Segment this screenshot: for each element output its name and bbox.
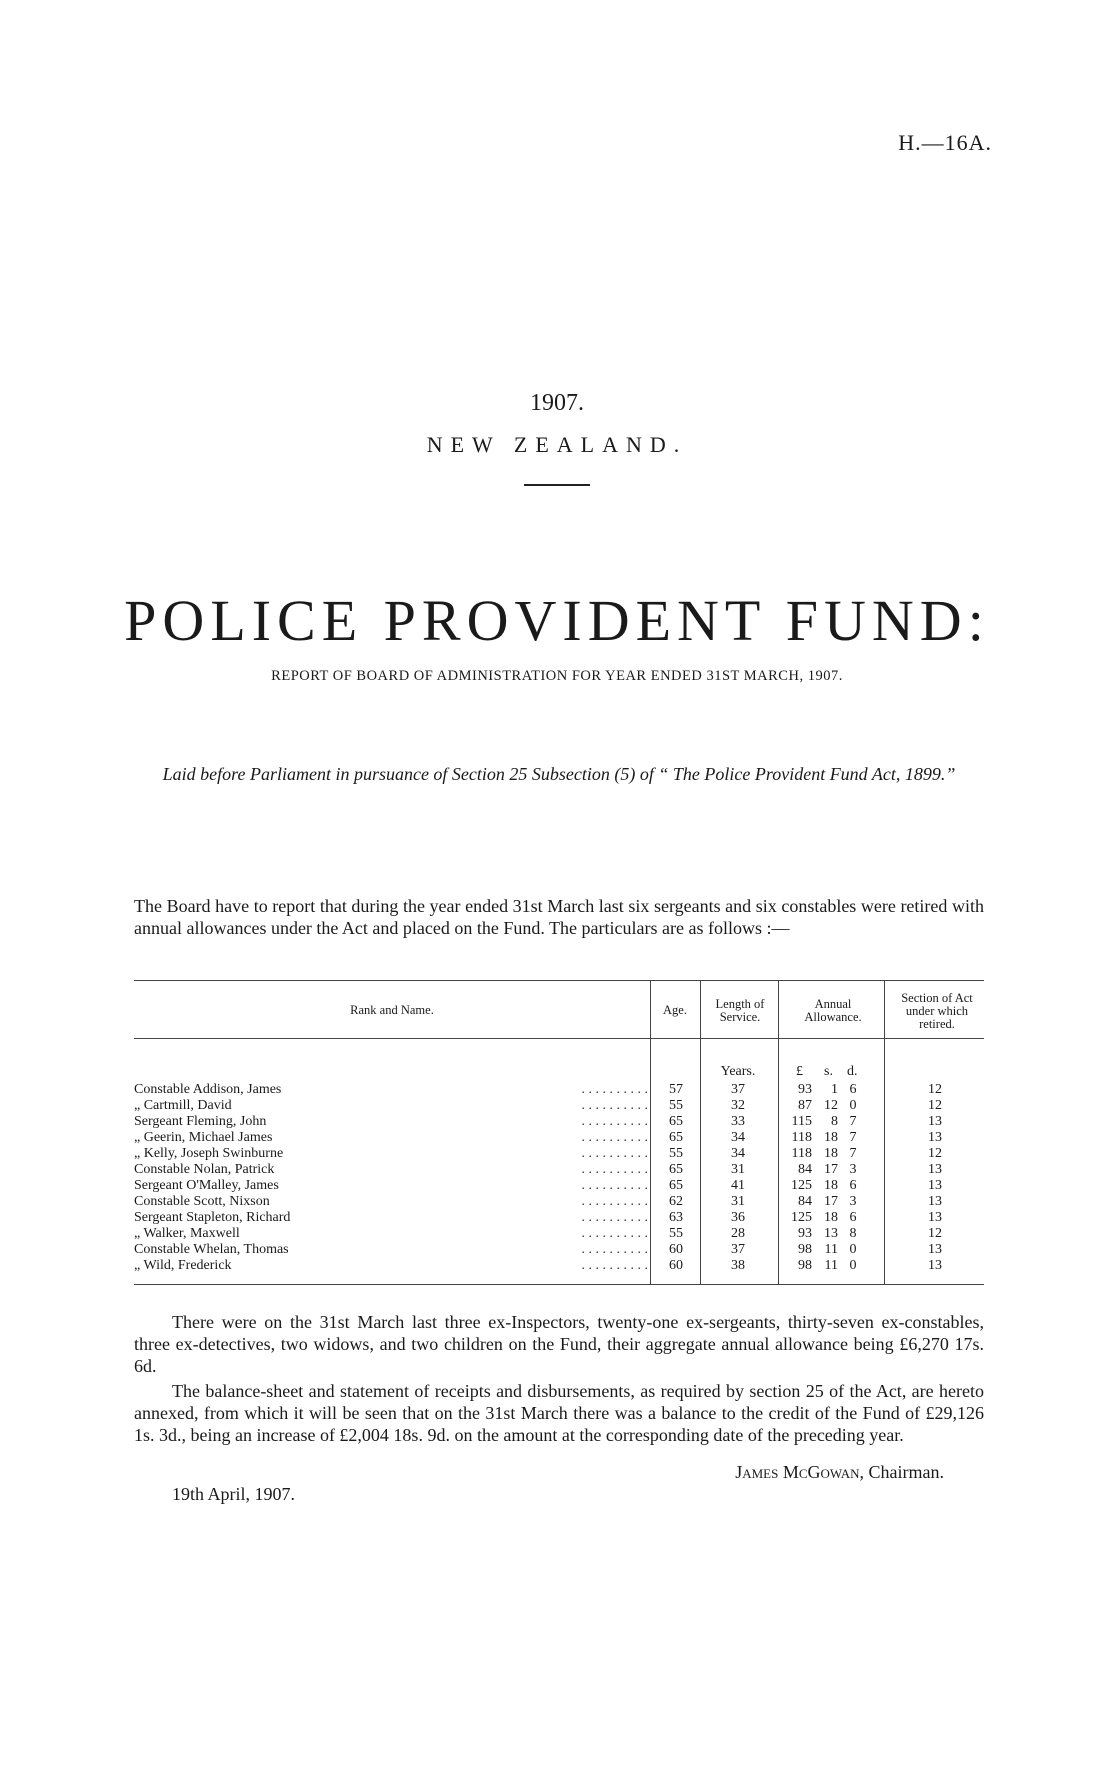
row-pounds: 87 [798, 1098, 812, 1113]
row-name: „ Cartmill, David [134, 1098, 232, 1113]
row-name: Constable Nolan, Patrick [134, 1162, 275, 1177]
row-section: 12 [928, 1226, 942, 1241]
retirement-table [134, 980, 984, 1290]
row-pounds: 125 [791, 1178, 812, 1193]
leader-dots: . . . . . . . . . . [581, 1226, 648, 1241]
row-pounds: 118 [791, 1130, 812, 1145]
table-top-rule [134, 980, 984, 981]
row-name: Sergeant O'Malley, James [134, 1178, 279, 1193]
header-length-of-service: Length of Service. [715, 997, 765, 1024]
row-section: 13 [928, 1114, 942, 1129]
table-row [134, 1082, 984, 1098]
row-name: „ Wild, Frederick [134, 1258, 232, 1273]
row-pounds: 98 [798, 1242, 812, 1257]
leader-dots: . . . . . . . . . . [581, 1114, 648, 1129]
row-service: 37 [731, 1082, 745, 1097]
fund-summary-paragraph: There were on the 31st March last three ex-Inspectors, twenty-one ex-sergeants, thirty-seven ex-constables, three ex-detectives, two widows, and two children on the Fund, their aggregate annual allowance being £6,270 17s. 6d. [134, 1312, 984, 1376]
row-pounds: 125 [791, 1210, 812, 1225]
row-age: 57 [669, 1082, 683, 1097]
row-shillings: 18 [824, 1178, 838, 1193]
row-age: 63 [669, 1210, 683, 1225]
header-annual-allowance: Annual Allowance. [804, 997, 862, 1024]
row-pence: 0 [849, 1242, 857, 1257]
row-name: Constable Addison, James [134, 1082, 282, 1097]
row-age: 60 [669, 1242, 683, 1257]
table-row [134, 1098, 984, 1114]
row-section: 13 [928, 1130, 942, 1145]
row-pence: 0 [849, 1258, 857, 1273]
row-pence: 3 [849, 1194, 857, 1209]
row-service: 38 [731, 1258, 745, 1273]
row-shillings: 11 [824, 1242, 838, 1257]
row-section: 12 [928, 1098, 942, 1113]
report-year: 1907. [530, 390, 584, 416]
row-pence: 6 [849, 1178, 857, 1193]
row-pounds: 84 [798, 1162, 812, 1177]
row-section: 12 [928, 1146, 942, 1161]
table-header-rule [134, 1038, 984, 1039]
row-name: Sergeant Stapleton, Richard [134, 1210, 291, 1225]
report-date: 19th April, 1907. [172, 1484, 296, 1504]
table-bottom-rule [134, 1284, 984, 1285]
row-pence: 3 [849, 1162, 857, 1177]
leader-dots: . . . . . . . . . . [581, 1258, 648, 1273]
row-shillings: 18 [824, 1146, 838, 1161]
header-section: Section of Act under which retired. [901, 991, 973, 1031]
row-service: 31 [731, 1162, 745, 1177]
row-shillings: 12 [824, 1098, 838, 1113]
row-age: 65 [669, 1162, 683, 1177]
table-row [134, 1194, 984, 1210]
intro-paragraph: The Board have to report that during the year ended 31st March last six sergeants and six constables were retired with annual allowances under the Act and placed on the Fund. The particulars are as follows :— [134, 896, 984, 938]
leader-dots: . . . . . . . . . . [581, 1098, 648, 1113]
row-pounds: 98 [798, 1258, 812, 1273]
row-section: 13 [928, 1194, 942, 1209]
row-name: „ Kelly, Joseph Swinburne [134, 1146, 284, 1161]
leader-dots: . . . . . . . . . . [581, 1162, 648, 1177]
signatory-title: Chairman. [868, 1462, 944, 1482]
row-service: 37 [731, 1242, 745, 1257]
row-pence: 7 [849, 1114, 857, 1129]
report-subtitle: REPORT OF BOARD OF ADMINISTRATION FOR YEAR ENDED 31ST MARCH, 1907. [271, 668, 843, 684]
row-age: 55 [669, 1226, 683, 1241]
row-name: Sergeant Fleming, John [134, 1114, 267, 1129]
leader-dots: . . . . . . . . . . [581, 1178, 648, 1193]
leader-dots: . . . . . . . . . . [581, 1130, 648, 1145]
units-pounds: £ [796, 1064, 803, 1079]
row-shillings: 17 [824, 1194, 838, 1209]
signature-line: James McGowan, Chairman. [735, 1462, 944, 1482]
row-shillings: 17 [824, 1162, 838, 1177]
row-age: 55 [669, 1146, 683, 1161]
row-service: 34 [731, 1130, 745, 1145]
row-service: 34 [731, 1146, 745, 1161]
row-pounds: 93 [798, 1082, 812, 1097]
row-pounds: 93 [798, 1226, 812, 1241]
header-age: Age. [663, 1003, 687, 1017]
row-age: 60 [669, 1258, 683, 1273]
row-service: 32 [731, 1098, 745, 1113]
row-age: 62 [669, 1194, 683, 1209]
row-pence: 8 [849, 1226, 857, 1241]
row-section: 12 [928, 1082, 942, 1097]
header-rank-name: Rank and Name. [350, 1003, 434, 1017]
row-pence: 0 [849, 1098, 857, 1113]
row-section: 13 [928, 1258, 942, 1273]
country-heading: NEW ZEALAND. [426, 432, 688, 457]
row-pounds: 84 [798, 1194, 812, 1209]
row-service: 41 [731, 1178, 745, 1193]
row-shillings: 11 [824, 1258, 838, 1273]
units-shillings: s. [824, 1064, 833, 1079]
leader-dots: . . . . . . . . . . [581, 1082, 648, 1097]
row-pence: 7 [849, 1130, 857, 1145]
short-rule [524, 484, 590, 486]
row-pounds: 118 [791, 1146, 812, 1161]
laid-before-statement: Laid before Parliament in pursuance of Section 25 Subsection (5) of “ The Police Provident Fund Act, 1899.” [162, 764, 956, 784]
row-shillings: 18 [824, 1210, 838, 1225]
paper-reference: H.—16A. [898, 130, 992, 155]
row-shillings: 1 [831, 1082, 838, 1097]
row-pence: 7 [849, 1146, 857, 1161]
table-row [134, 1242, 984, 1258]
page-title: POLICE PROVIDENT FUND: [124, 588, 990, 653]
row-service: 31 [731, 1194, 745, 1209]
table-row [134, 1210, 984, 1226]
table-row [134, 1114, 984, 1130]
row-section: 13 [928, 1242, 942, 1257]
row-service: 28 [731, 1226, 745, 1241]
row-name: Constable Whelan, Thomas [134, 1242, 289, 1257]
signatory-name: James McGowan [735, 1462, 860, 1482]
row-age: 55 [669, 1098, 683, 1113]
leader-dots: . . . . . . . . . . [581, 1210, 648, 1225]
table-row [134, 1258, 984, 1274]
row-section: 13 [928, 1162, 942, 1177]
row-service: 33 [731, 1114, 745, 1129]
row-shillings: 8 [831, 1114, 838, 1129]
row-name: „ Geerin, Michael James [134, 1130, 273, 1145]
balance-paragraph: The balance-sheet and statement of receipts and disbursements, as required by section 25 of the Act, are hereto annexed, from which it will be seen that on the 31st March there was a balance to the credit of the Fund of £29,126 1s. 3d., being an increase of £2,004 18s. 9d. on the amount at the corresponding date of the preceding year. [134, 1381, 984, 1445]
table-row [134, 1146, 984, 1162]
table-row [134, 1162, 984, 1178]
leader-dots: . . . . . . . . . . [581, 1242, 648, 1257]
units-pence: d. [847, 1064, 858, 1079]
row-service: 36 [731, 1210, 745, 1225]
units-years: Years. [720, 1064, 756, 1079]
row-pence: 6 [849, 1082, 857, 1097]
table-row [134, 1130, 984, 1146]
leader-dots: . . . . . . . . . . [581, 1194, 648, 1209]
row-pounds: 115 [791, 1114, 812, 1129]
row-name: Constable Scott, Nixson [134, 1194, 270, 1209]
row-shillings: 13 [824, 1226, 838, 1241]
leader-dots: . . . . . . . . . . [581, 1146, 648, 1161]
row-age: 65 [669, 1130, 683, 1145]
row-age: 65 [669, 1114, 683, 1129]
row-name: „ Walker, Maxwell [134, 1226, 240, 1241]
row-pence: 6 [849, 1210, 857, 1225]
row-shillings: 18 [824, 1130, 838, 1145]
row-age: 65 [669, 1178, 683, 1193]
row-section: 13 [928, 1210, 942, 1225]
row-section: 13 [928, 1178, 942, 1193]
table-row [134, 1226, 984, 1242]
table-row [134, 1178, 984, 1194]
